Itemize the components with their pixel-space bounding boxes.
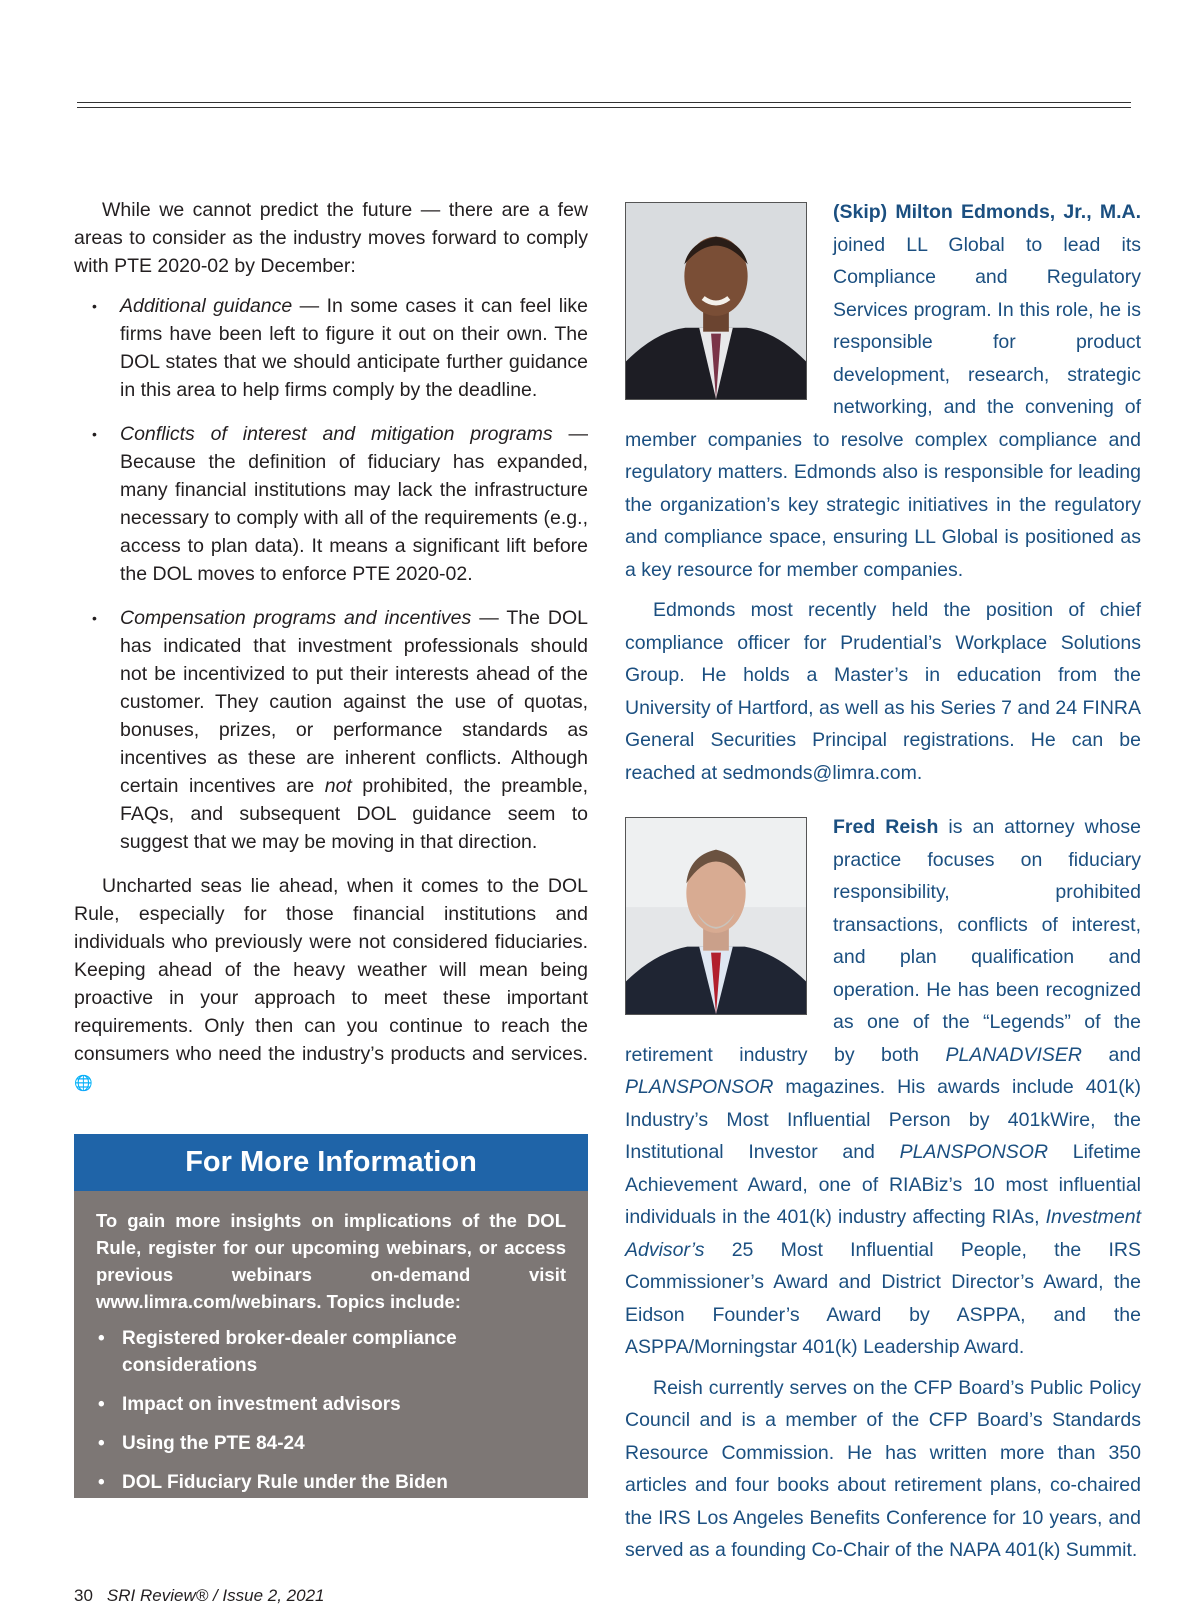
bullet-icon: • xyxy=(98,1328,105,1349)
bullet-icon: • xyxy=(98,1472,105,1493)
edmonds-name: (Skip) Milton Edmonds, Jr., M.A. xyxy=(833,201,1141,223)
edmonds-bio-text: joined LL Global to lead its Compliance and Regulatory Services program. In this role, he is responsible for product development, research, strategic networking, and the convening of member companies to resolve complex compliance and regulatory matters. Edmonds also is responsible for leading the organization’s key strategic initiatives in the regulatory and compliance space, ensuring LL Global is positioned as a key resource for member companies. xyxy=(625,233,1141,581)
list-item xyxy=(74,604,588,856)
info-box-title: For More Information xyxy=(74,1134,588,1191)
page-number: 30 xyxy=(74,1586,93,1605)
reish-name: Fred Reish xyxy=(833,816,939,838)
reish-bio-text: Lifetime Achievement Award, one of RIABiz’s 10 most influential individuals in the 401(k) industry affecting RIAs, xyxy=(625,1141,1142,1228)
author-bios-column xyxy=(625,196,1141,1567)
list-item xyxy=(96,1391,566,1418)
reish-photo xyxy=(625,817,807,1015)
edmonds-bio-paragraph-2: Edmonds most recently held the position of chief compliance officer for Prudential’s Workplace Solutions Group. He holds a Master’s in education from the University of Hartford, as well as his Series 7 and 24 FINRA General Securities Principal registrations. He can be reached at sedmonds@limra.com. xyxy=(625,599,1141,784)
edmonds-photo xyxy=(625,202,807,400)
list-item xyxy=(96,1469,566,1523)
topic-label: Using the PTE 84-24 xyxy=(122,1433,305,1454)
bullet-lead: Conflicts of interest and mitigation programs xyxy=(120,423,553,445)
bullet-icon: • xyxy=(98,1394,105,1415)
magazine-name: PLANSPONSOR xyxy=(625,1076,774,1098)
reish-bio-text: and xyxy=(1082,1043,1142,1066)
magazine-name: PLANADVISER xyxy=(945,1043,1083,1066)
magazine-name: PLANSPONSOR xyxy=(899,1141,1049,1163)
list-item xyxy=(74,420,588,588)
page-footer xyxy=(74,1586,325,1606)
bullet-lead: Additional guidance xyxy=(120,295,293,317)
issue-label: SRI Review® / Issue 2, 2021 xyxy=(106,1586,325,1605)
bio-edmonds xyxy=(625,196,1141,789)
bio-reish xyxy=(625,811,1141,1567)
bullet-text: — In some cases it can feel like firms have been left to figure it out on their own. The DOL states that we should anticipate further guidance in this area to help firms comply by the deadline. xyxy=(120,295,588,401)
for-more-information-box xyxy=(74,1134,588,1520)
bullet-text: — Because the definition of fiduciary has expanded, many financial institutions may lack the infrastructure necessary to comply with all of the requirements (e.g., access to plan data). It means a significant lift before the DOL moves to enforce PTE 2020-02. xyxy=(120,423,589,585)
bullet-text: prohibited, the preamble, FAQs, and subsequent DOL guidance seem to suggest that we may be moving in that direction. xyxy=(120,775,588,853)
globe-icon: 🌐 xyxy=(74,1075,93,1092)
closing-paragraph xyxy=(74,872,588,1098)
intro-paragraph: While we cannot predict the future — there are a few areas to consider as the industry moves forward to comply with PTE 2020-02 by December: xyxy=(74,199,588,277)
bullet-icon: • xyxy=(92,426,97,442)
article-left-column xyxy=(74,196,588,1098)
topic-label: DOL Fiduciary Rule under the Biden administration xyxy=(122,1472,448,1520)
list-item xyxy=(96,1325,566,1379)
closing-text: Uncharted seas lie ahead, when it comes to the DOL Rule, especially for those financial institutions and individuals who previously were not considered fiduciaries. Keeping ahead of the heavy weather will mean being proactive in your approach to meet these important requirements. Only then can you continue to reach the consumers who need the industry’s products and services. xyxy=(74,875,588,1065)
bullet-text: — The DOL has indicated that investment professionals should not be incentivized to put their interests ahead of the customer. They caution against the use of quotas, bonuses, prizes, or performance standards as incentives as these are inherent conflicts. Although certain incentives are xyxy=(120,607,588,797)
list-item xyxy=(74,292,588,404)
magazine-name: Investment Advisor’s xyxy=(625,1206,1141,1261)
reish-bio-text: 25 Most Influential People, the IRS Commissioner’s Award and District Director’s Award, the Eidson Founder’s Award by ASPPA, and the ASPPA/Morningstar 401(k) Leadership Award. xyxy=(625,1238,1141,1358)
header-rule-top xyxy=(77,102,1131,103)
reish-bio-text: magazines. His awards include 401(k) Industry’s Most Influential Person by 401kWire, the Institutional Investor and xyxy=(625,1076,1141,1163)
bullet-icon: • xyxy=(92,610,97,626)
reish-bio-text: is an attorney whose practice focuses on fiduciary responsibility, prohibited transactions, conflicts of interest, and plan qualification and operation. He has been recognized as one of the “Legends” of the retirement industry by both xyxy=(625,816,1141,1066)
topic-label: Registered broker-dealer compliance considerations xyxy=(122,1328,457,1376)
topic-label: Impact on investment advisors xyxy=(122,1394,401,1415)
considerations-list xyxy=(74,292,588,856)
bullet-lead: Compensation programs and incentives xyxy=(120,607,472,629)
bullet-emphasis: not xyxy=(324,775,352,797)
header-rule-bottom xyxy=(77,107,1131,108)
reish-bio-paragraph-2: Reish currently serves on the CFP Board’s Public Policy Council and is a member of the CFP Board’s Standards Resource Commission. He has written more than 350 articles and four books about retirement plans, co-chaired the IRS Los Angeles Benefits Conference for 10 years, and served as a founding Co-Chair of the NAPA 401(k) Summit. xyxy=(625,1376,1141,1561)
bullet-icon: • xyxy=(98,1433,105,1454)
info-box-text: To gain more insights on implications of the DOL Rule, register for our upcoming webinars, or access previous webinars on-demand visit www.limra.com/webinars. Topics include: xyxy=(96,1210,566,1312)
bullet-icon: • xyxy=(92,298,97,314)
info-box-body xyxy=(74,1191,588,1520)
topics-list xyxy=(96,1325,566,1523)
list-item xyxy=(96,1430,566,1457)
